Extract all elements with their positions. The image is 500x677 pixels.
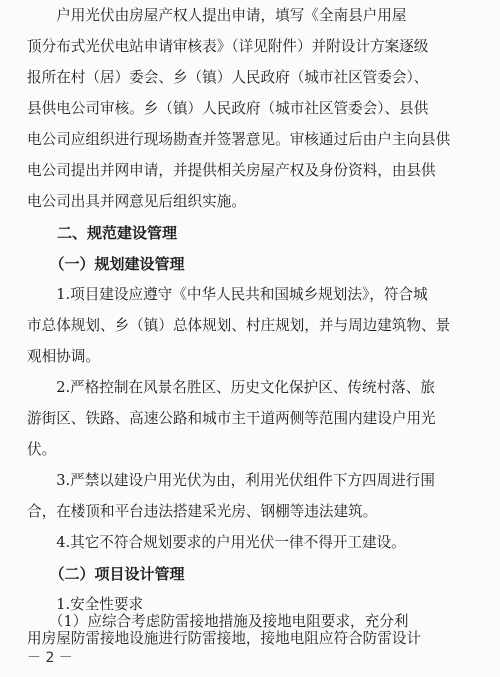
section-heading-2: 二、规范建设管理 (27, 224, 178, 242)
text-line-13: 2.严格控制在风景名胜区、历史文化保护区、传统村落、旅 (27, 379, 435, 396)
text-line-16: 3.严禁以建设户用光伏为由，利用光伏组件下方四周进行围 (27, 472, 435, 489)
text-line-17: 合，在楼顶和平台违法搭建采光房、钢棚等违法建筑。 (27, 503, 378, 520)
text-line-14: 游街区、铁路、高速公路和城市主干道两侧等范围内建设户用光 (27, 410, 436, 427)
subsection-heading-design: （二）项目设计管理 (27, 565, 185, 583)
text-line-4: 县供电公司审核。乡（镇）人民政府（城市社区管委会）、县供 (27, 100, 429, 117)
text-line-7: 电公司出具并网意见后组织实施。 (27, 193, 246, 210)
text-line-6: 电公司提出并网申请，并提供相关房屋产权及身份资料，由县供 (27, 162, 436, 179)
page-number: － 2 － (27, 650, 73, 666)
text-line-21: （1）应综合考虑防雷接地措施及接地电阻要求，充分利 (27, 613, 409, 630)
text-line-3: 报所在村（居）委会、乡（镇）人民政府（城市社区管委会）、 (27, 69, 429, 86)
text-line-10: 1.项目建设应遵守《中华人民共和国城乡规划法》，符合城 (27, 286, 428, 303)
text-line-12: 观相协调。 (27, 348, 100, 365)
text-line-11: 市总体规划、乡（镇）总体规划、村庄规划，并与周边建筑物、景 (27, 317, 451, 334)
text-line-5: 电公司应组织进行现场勘查并签署意见。审核通过后由户主向县供 (27, 131, 451, 148)
text-line-1: 户用光伏由房屋产权人提出申请，填写《全南县户用屋 (27, 7, 407, 24)
text-line-15: 伏。 (27, 441, 57, 458)
text-line-22: 用房屋防雷接地设施进行防雷接地，接地电阻应符合防雷设计 (27, 630, 422, 647)
text-line-18: 4.其它不符合规划要求的户用光伏一律不得开工建设。 (27, 534, 406, 551)
text-line-20: 1.安全性要求 (27, 596, 144, 613)
subsection-heading-planning: （一）规划建设管理 (27, 255, 185, 273)
text-line-2: 顶分布式光伏电站申请审核表》（详见附件）并附设计方案逐级 (27, 38, 429, 55)
